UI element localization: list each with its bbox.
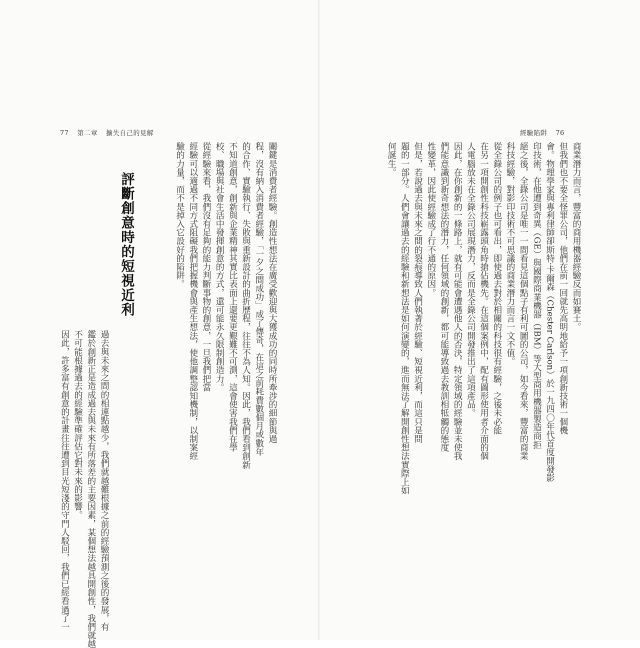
text-line: 絕之後，全錄公司是唯一一間看見這個點子有利可圖的公司，如今看來，豐富的商業 <box>518 142 529 461</box>
text-line: 人電腦放未在全錄公司展現潛力，反而是全錄公司開發推出了這項產品。 <box>465 142 476 418</box>
text-line: 過去與未來之間的相連點越少，我們就越難根據之前的經驗預測之後的發展，有 <box>99 330 109 631</box>
text-line: 會。物理學家與專利律師卻斯特·卡爾森（Chester Carlson）於一九四〇年代首度開發影 <box>544 142 555 482</box>
text-line: 程，沒有納入消費者經驗，「一夕之間成功」成了傳奇，在這之前耗費數個月或數年 <box>253 142 264 456</box>
section-heading: 評斷創意時的短視近利 <box>118 172 134 317</box>
chapter-title: 擴失自己的見解 <box>106 129 154 137</box>
text-line: 在另一項開創性科技嶄露頭角時搶佔機先。在這個案例中，配有圖形使用者介面的個 <box>478 142 489 461</box>
text-line: 題的一部分。人們會讓過去的經驗和新想法是如何演變的，進而無法了解開創性想法實際上如 <box>399 142 410 495</box>
text-line: 從經驗來看，我們沒有足夠的能力判斷事物的創意，一旦我們把當 <box>200 142 211 392</box>
right-page <box>320 0 640 640</box>
section-title: 經驗陷阱 <box>520 129 548 137</box>
left-text-block-upper <box>160 142 278 469</box>
text-line: 但是，若說過去與未來之間的裂痕導致人們執著於經驗、短視近利，而這只是問 <box>412 142 423 443</box>
text-line: 印技術，在他遭到奇異（GE）與國際商業機器（IBM）等大型商用機器製造商拒 <box>531 142 542 449</box>
text-line: 因此，許多富有創意的計畫往往遭到目光短淺的守門人駁回，我們已經看過了一 <box>59 330 70 631</box>
text-line: 不可能根據過去的經驗準確評估它對未來的影響。 <box>72 330 83 520</box>
text-line: 何誕生。 <box>386 142 397 177</box>
text-line: 經驗可以適過不同方式阻礙我們把握機會與產生想法，使他調整認知機制，以制案經 <box>187 142 198 461</box>
right-running-header <box>520 128 570 137</box>
text-line: 商業潛力而言，豐富的商用機器經驗反而如賽土。 <box>571 142 581 332</box>
left-page-number: 77 <box>60 129 69 137</box>
left-running-header <box>60 128 160 137</box>
right-page-number: 76 <box>555 129 565 137</box>
text-line: 因此，在你創新的一條路上，就有可能會遭遇他人的否決，特定領域的經驗並未使我 <box>452 142 463 461</box>
text-line: 關鍵是消費者經驗。創造性想法在廣受歡迎與大獲成功的同時所牽涉的細節與過 <box>267 142 277 443</box>
text-line: 不知道創意，創新與企業精神其實比表面上還要更艱難不可測，這會使害我們在學 <box>227 142 238 452</box>
text-line: 鑑於創新正是造成過去與未來有所落差的主要因素，某個想法越具開創性，我們就越 <box>85 330 96 648</box>
text-line: 從全錄公司的例子也可看出，即使過去對於相關的科技很有經驗，之後未必能 <box>491 142 502 435</box>
chapter-label: 第二章 <box>77 129 98 137</box>
left-text-block-lower <box>58 330 110 648</box>
text-line: 性變革，因此使經驗成了行不通的原因。 <box>425 142 436 297</box>
text-line: 科技經驗，對影印技術不可思議的商業潛力而言一文不值。 <box>504 142 515 366</box>
text-line: 但我們也不要全怪罪公司，他們在前一回就先高明地給予一項創新技術一個機 <box>557 142 568 435</box>
text-line: 校、職場與社會生活中發揮創意的方式，還可能永久限制創造力。 <box>214 142 225 392</box>
right-text-block <box>372 142 582 495</box>
text-line: 驗的力量，而不是掉入它設好的陷阱。 <box>174 142 185 289</box>
text-line: 們能意識到新奇想法的潛力，任何領域的創新，都可能導致過去教訓相牴觸的態度 <box>438 142 449 452</box>
text-line: 的合作、實驗執行、失敗與重新設計的曲折歷程，往往不為人知。因此，我們看到創新 <box>240 142 251 469</box>
